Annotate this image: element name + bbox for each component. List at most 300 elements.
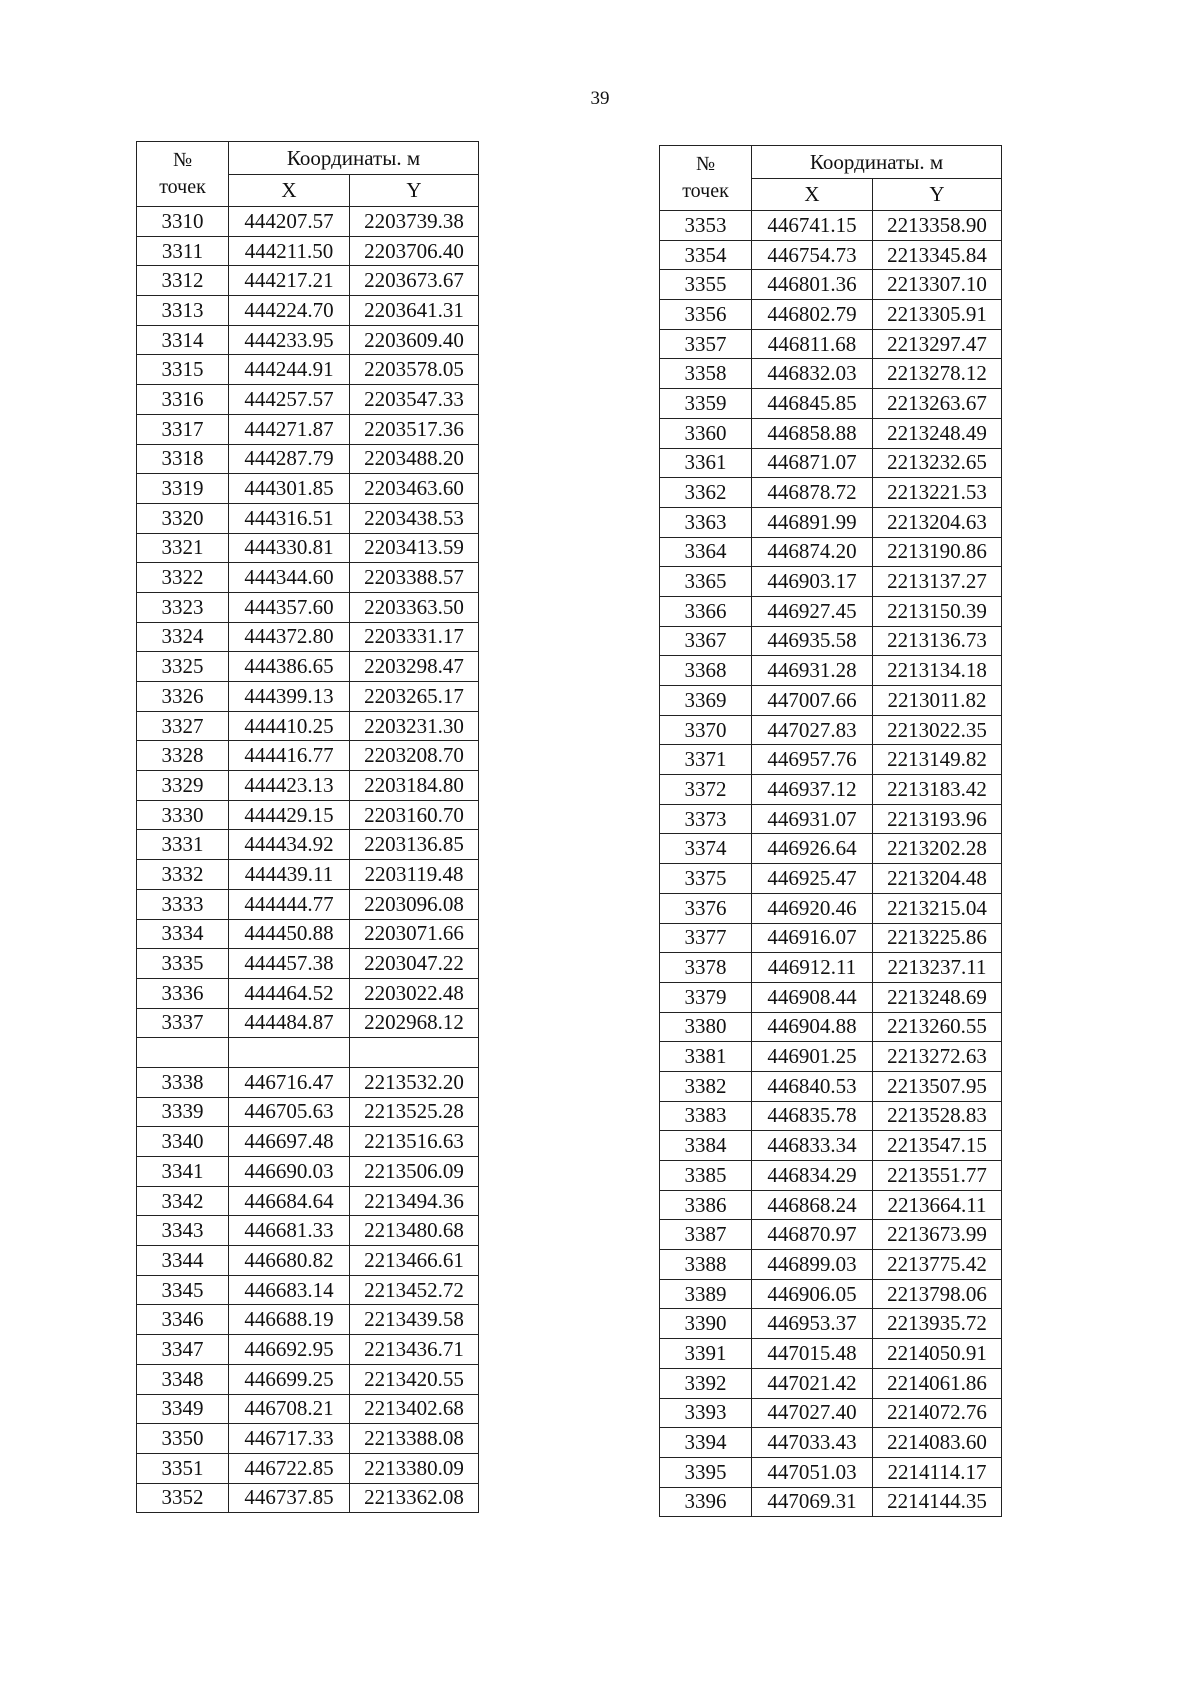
table-row [137,1216,479,1246]
table-row [137,860,479,890]
point-number-cell: 3369 [660,686,752,716]
table-row [137,771,479,801]
table-row [660,1487,1002,1517]
point-number-cell: 3379 [660,982,752,1012]
table-row [660,864,1002,894]
point-number-cell [137,1038,229,1068]
y-coordinate-cell: 2203047.22 [350,949,479,979]
point-number-cell: 3327 [137,711,229,741]
y-coordinate-cell: 2213149.82 [873,745,1002,775]
y-coordinate-cell: 2213436.71 [350,1335,479,1365]
table-row [660,418,1002,448]
x-coordinate-cell: 444423.13 [229,771,350,801]
table-row [137,1067,479,1097]
table-row [137,207,479,237]
y-coordinate-cell: 2213297.47 [873,329,1002,359]
x-coordinate-cell: 446845.85 [752,389,873,419]
y-coordinate-cell: 2213532.20 [350,1067,479,1097]
x-coordinate-cell: 446931.28 [752,656,873,686]
x-coordinate-cell: 446899.03 [752,1250,873,1280]
point-number-cell: 3358 [660,359,752,389]
y-coordinate-cell: 2203119.48 [350,860,479,890]
table-row [137,414,479,444]
x-coordinate-cell: 446957.76 [752,745,873,775]
y-coordinate-cell: 2213237.11 [873,953,1002,983]
table-row [660,626,1002,656]
point-number-cell: 3396 [660,1487,752,1517]
point-number-cell: 3316 [137,385,229,415]
x-coordinate-cell: 444410.25 [229,711,350,741]
table-row [660,1368,1002,1398]
y-coordinate-cell: 2213011.82 [873,686,1002,716]
table-row [137,830,479,860]
table-row [137,296,479,326]
table-row [660,953,1002,983]
table-row [137,1038,479,1068]
table-row [660,329,1002,359]
table-row [660,1042,1002,1072]
x-coordinate-cell: 444357.60 [229,592,350,622]
y-coordinate-cell: 2203265.17 [350,682,479,712]
table-row [660,1161,1002,1191]
table-row [137,889,479,919]
x-coordinate-cell: 444434.92 [229,830,350,860]
y-coordinate-cell: 2213022.35 [873,715,1002,745]
y-coordinate-cell: 2213507.95 [873,1071,1002,1101]
y-coordinate-cell: 2213183.42 [873,775,1002,805]
x-coordinate-cell: 447027.40 [752,1398,873,1428]
table-row [137,1157,479,1187]
x-coordinate-cell: 446927.45 [752,596,873,626]
x-coordinate-cell: 447069.31 [752,1487,873,1517]
x-coordinate-cell: 446716.47 [229,1067,350,1097]
point-number-cell: 3383 [660,1101,752,1131]
table-row [660,300,1002,330]
coordinates-header: Координаты. м [229,142,479,175]
y-coordinate-cell: 2203673.67 [350,266,479,296]
point-number-cell: 3364 [660,537,752,567]
point-number-cell: 3374 [660,834,752,864]
x-coordinate-cell: 444444.77 [229,889,350,919]
y-coordinate-cell: 2203438.53 [350,503,479,533]
x-coordinate-cell: 446722.85 [229,1453,350,1483]
table-row [137,266,479,296]
y-coordinate-cell: 2203578.05 [350,355,479,385]
x-coordinate-cell: 446801.36 [752,270,873,300]
table-row [137,563,479,593]
x-coordinate-cell: 446903.17 [752,567,873,597]
y-coordinate-cell: 2203706.40 [350,236,479,266]
x-coordinate-cell: 446708.21 [229,1394,350,1424]
y-coordinate-cell: 2213551.77 [873,1161,1002,1191]
y-coordinate-cell: 2213307.10 [873,270,1002,300]
point-number-cell: 3344 [137,1246,229,1276]
point-number-cell: 3368 [660,656,752,686]
x-coordinate-cell: 444484.87 [229,1008,350,1038]
table-row [660,923,1002,953]
y-coordinate-cell: 2203096.08 [350,889,479,919]
point-number-cell: 3335 [137,949,229,979]
y-coordinate-cell: 2203160.70 [350,800,479,830]
x-coordinate-cell: 444399.13 [229,682,350,712]
y-coordinate-cell: 2213528.83 [873,1101,1002,1131]
x-column-header: X [229,175,350,207]
table-row [660,596,1002,626]
x-coordinate-cell: 444429.15 [229,800,350,830]
coordinates-table-right [659,145,1002,1517]
y-coordinate-cell: 2213204.63 [873,507,1002,537]
point-number-cell: 3336 [137,978,229,1008]
y-coordinate-cell: 2213525.28 [350,1097,479,1127]
x-coordinate-cell: 444330.81 [229,533,350,563]
y-coordinate-cell: 2203413.59 [350,533,479,563]
y-coordinate-cell: 2213190.86 [873,537,1002,567]
point-number-cell: 3343 [137,1216,229,1246]
coordinates-header: Координаты. м [752,146,1002,179]
y-coordinate-cell: 2203231.30 [350,711,479,741]
table-row [137,711,479,741]
point-number-cell: 3373 [660,804,752,834]
y-coordinate-cell: 2213506.09 [350,1157,479,1187]
y-coordinate-cell: 2213305.91 [873,300,1002,330]
point-number-cell: 3372 [660,775,752,805]
point-number-cell: 3387 [660,1220,752,1250]
table-row [660,537,1002,567]
point-number-cell: 3312 [137,266,229,296]
x-coordinate-cell: 444207.57 [229,207,350,237]
x-coordinate-cell: 446904.88 [752,1012,873,1042]
table-row [660,745,1002,775]
point-number-label: точек [682,180,729,202]
x-coordinate-cell: 447007.66 [752,686,873,716]
y-coordinate-cell: 2213260.55 [873,1012,1002,1042]
y-coordinate-cell: 2213272.63 [873,1042,1002,1072]
point-number-cell: 3324 [137,622,229,652]
table-row [137,978,479,1008]
y-coordinate-cell: 2203022.48 [350,978,479,1008]
x-coordinate-cell: 446681.33 [229,1216,350,1246]
y-coordinate-cell: 2213380.09 [350,1453,479,1483]
table-row [660,804,1002,834]
x-coordinate-cell: 446833.34 [752,1131,873,1161]
table-row [137,1364,479,1394]
point-number-cell: 3378 [660,953,752,983]
table-row [137,355,479,385]
x-coordinate-cell: 444257.57 [229,385,350,415]
x-coordinate-cell: 444316.51 [229,503,350,533]
y-coordinate-cell: 2213466.61 [350,1246,479,1276]
x-coordinate-cell: 446870.97 [752,1220,873,1250]
point-number-cell: 3341 [137,1157,229,1187]
point-number-header [660,146,752,211]
x-coordinate-cell: 446834.29 [752,1161,873,1191]
table-row [137,1097,479,1127]
y-coordinate-cell: 2214061.86 [873,1368,1002,1398]
point-number-cell: 3360 [660,418,752,448]
table-row [660,834,1002,864]
point-number-cell: 3346 [137,1305,229,1335]
table-row [137,1008,479,1038]
point-number-cell: 3350 [137,1424,229,1454]
y-coordinate-cell: 2214072.76 [873,1398,1002,1428]
y-coordinate-cell: 2213137.27 [873,567,1002,597]
table-row [137,622,479,652]
point-number-cell: 3385 [660,1161,752,1191]
x-coordinate-cell: 446683.14 [229,1275,350,1305]
table-row [660,1131,1002,1161]
table-row [660,270,1002,300]
point-number-cell: 3381 [660,1042,752,1072]
x-coordinate-cell: 446937.12 [752,775,873,805]
table-row [660,775,1002,805]
x-coordinate-cell: 446835.78 [752,1101,873,1131]
x-coordinate-cell: 444386.65 [229,652,350,682]
x-coordinate-cell: 446935.58 [752,626,873,656]
table-row [137,1275,479,1305]
point-number-cell: 3333 [137,889,229,919]
table-row [660,893,1002,923]
y-coordinate-cell: 2213136.73 [873,626,1002,656]
y-coordinate-cell: 2203517.36 [350,414,479,444]
x-coordinate-cell: 446680.82 [229,1246,350,1276]
x-coordinate-cell [229,1038,350,1068]
x-coordinate-cell: 444372.80 [229,622,350,652]
point-number-cell: 3394 [660,1428,752,1458]
table-row [660,1398,1002,1428]
x-coordinate-cell: 444211.50 [229,236,350,266]
table-row [660,1309,1002,1339]
y-coordinate-cell: 2203547.33 [350,385,479,415]
x-coordinate-cell: 444244.91 [229,355,350,385]
x-coordinate-cell: 446717.33 [229,1424,350,1454]
point-number-cell: 3340 [137,1127,229,1157]
point-number-cell: 3332 [137,860,229,890]
x-coordinate-cell: 446705.63 [229,1097,350,1127]
y-coordinate-cell: 2203184.80 [350,771,479,801]
point-number-cell: 3311 [137,236,229,266]
table-row [137,503,479,533]
point-number-cell: 3352 [137,1483,229,1513]
point-number-cell: 3390 [660,1309,752,1339]
y-coordinate-cell: 2203136.85 [350,830,479,860]
y-coordinate-cell: 2213248.69 [873,982,1002,1012]
y-coordinate-cell: 2213798.06 [873,1279,1002,1309]
point-number-cell: 3323 [137,592,229,622]
point-number-cell: 3318 [137,444,229,474]
table-row [137,1483,479,1513]
y-coordinate-cell: 2213193.96 [873,804,1002,834]
point-number-cell: 3337 [137,1008,229,1038]
point-number-cell: 3321 [137,533,229,563]
point-number-cell: 3392 [660,1368,752,1398]
point-number-cell: 3314 [137,325,229,355]
point-number-cell: 3375 [660,864,752,894]
x-coordinate-cell: 444457.38 [229,949,350,979]
x-coordinate-cell: 446741.15 [752,211,873,241]
y-coordinate-cell: 2203739.38 [350,207,479,237]
point-number-cell: 3353 [660,211,752,241]
table-row [660,478,1002,508]
y-column-header: Y [350,175,479,207]
point-number-cell: 3351 [137,1453,229,1483]
point-number-cell: 3384 [660,1131,752,1161]
x-coordinate-cell: 446697.48 [229,1127,350,1157]
y-coordinate-cell: 2203388.57 [350,563,479,593]
y-coordinate-cell: 2213388.08 [350,1424,479,1454]
point-number-cell: 3370 [660,715,752,745]
point-number-cell: 3331 [137,830,229,860]
point-number-cell: 3345 [137,1275,229,1305]
x-coordinate-cell: 446858.88 [752,418,873,448]
table-row [660,1190,1002,1220]
table-row [137,652,479,682]
point-number-cell: 3356 [660,300,752,330]
y-coordinate-cell: 2203609.40 [350,325,479,355]
point-number-cell: 3365 [660,567,752,597]
table-row [137,1127,479,1157]
y-coordinate-cell: 2213345.84 [873,240,1002,270]
x-coordinate-cell: 444271.87 [229,414,350,444]
x-coordinate-cell: 446868.24 [752,1190,873,1220]
x-coordinate-cell: 446925.47 [752,864,873,894]
point-number-cell: 3330 [137,800,229,830]
table-row [137,800,479,830]
point-number-cell: 3348 [137,1364,229,1394]
point-number-cell: 3313 [137,296,229,326]
point-number-cell: 3319 [137,474,229,504]
x-coordinate-cell: 446953.37 [752,1309,873,1339]
x-coordinate-cell: 444287.79 [229,444,350,474]
point-number-cell: 3367 [660,626,752,656]
table-row [660,211,1002,241]
x-coordinate-cell: 446684.64 [229,1186,350,1216]
x-coordinate-cell: 444464.52 [229,978,350,1008]
table-row [660,448,1002,478]
x-coordinate-cell: 446871.07 [752,448,873,478]
point-number-cell: 3377 [660,923,752,953]
point-number-cell: 3363 [660,507,752,537]
x-coordinate-cell: 446931.07 [752,804,873,834]
table-row [660,567,1002,597]
point-number-cell: 3328 [137,741,229,771]
table-row [137,592,479,622]
table-row [137,919,479,949]
x-coordinate-cell: 446912.11 [752,953,873,983]
x-coordinate-cell: 444217.21 [229,266,350,296]
x-coordinate-cell: 446802.79 [752,300,873,330]
x-coordinate-cell: 446906.05 [752,1279,873,1309]
table-row [137,1453,479,1483]
point-number-cell: 3334 [137,919,229,949]
point-number-symbol: № [695,153,716,175]
table-row [137,444,479,474]
x-coordinate-cell: 446754.73 [752,240,873,270]
y-column-header: Y [873,179,1002,211]
point-number-cell: 3359 [660,389,752,419]
table-row [660,389,1002,419]
y-coordinate-cell: 2203363.50 [350,592,479,622]
point-number-cell: 3325 [137,652,229,682]
x-coordinate-cell: 447021.42 [752,1368,873,1398]
table-row [660,1250,1002,1280]
point-number-cell: 3349 [137,1394,229,1424]
x-coordinate-cell: 446878.72 [752,478,873,508]
x-coordinate-cell: 447033.43 [752,1428,873,1458]
y-coordinate-cell: 2213420.55 [350,1364,479,1394]
point-number-cell: 3320 [137,503,229,533]
x-coordinate-cell: 446688.19 [229,1305,350,1335]
y-coordinate-cell: 2213775.42 [873,1250,1002,1280]
y-coordinate-cell: 2214050.91 [873,1339,1002,1369]
point-number-cell: 3310 [137,207,229,237]
point-number-cell: 3386 [660,1190,752,1220]
point-number-cell: 3361 [660,448,752,478]
y-coordinate-cell: 2213402.68 [350,1394,479,1424]
point-number-cell: 3338 [137,1067,229,1097]
x-coordinate-cell: 444416.77 [229,741,350,771]
point-number-cell: 3347 [137,1335,229,1365]
point-number-cell: 3389 [660,1279,752,1309]
table-row [660,359,1002,389]
table-row [660,1279,1002,1309]
x-coordinate-cell: 446926.64 [752,834,873,864]
y-coordinate-cell: 2202968.12 [350,1008,479,1038]
x-coordinate-cell: 446811.68 [752,329,873,359]
table-body-left [137,207,479,1513]
x-coordinate-cell: 446891.99 [752,507,873,537]
point-number-cell: 3355 [660,270,752,300]
point-number-cell: 3342 [137,1186,229,1216]
coordinates-table-left [136,141,479,1513]
point-number-cell: 3391 [660,1339,752,1369]
point-number-cell: 3362 [660,478,752,508]
y-coordinate-cell: 2213673.99 [873,1220,1002,1250]
y-coordinate-cell: 2213358.90 [873,211,1002,241]
x-coordinate-cell: 446699.25 [229,1364,350,1394]
table-row [660,1071,1002,1101]
point-number-cell: 3371 [660,745,752,775]
table-row [137,1305,479,1335]
point-number-cell: 3317 [137,414,229,444]
x-column-header: X [752,179,873,211]
y-coordinate-cell: 2213278.12 [873,359,1002,389]
x-coordinate-cell: 446692.95 [229,1335,350,1365]
y-coordinate-cell: 2214114.17 [873,1457,1002,1487]
point-number-cell: 3326 [137,682,229,712]
x-coordinate-cell: 446908.44 [752,982,873,1012]
table-row [660,1101,1002,1131]
point-number-cell: 3388 [660,1250,752,1280]
table-row [660,1012,1002,1042]
x-coordinate-cell: 446737.85 [229,1483,350,1513]
table-row [137,741,479,771]
y-coordinate-cell [350,1038,479,1068]
table-row [660,686,1002,716]
y-coordinate-cell: 2213202.28 [873,834,1002,864]
x-coordinate-cell: 444344.60 [229,563,350,593]
table-row [137,949,479,979]
point-number-cell: 3382 [660,1071,752,1101]
point-number-symbol: № [172,149,193,171]
x-coordinate-cell: 446690.03 [229,1157,350,1187]
table-row [137,1186,479,1216]
y-coordinate-cell: 2213935.72 [873,1309,1002,1339]
table-row [137,1424,479,1454]
point-number-cell: 3322 [137,563,229,593]
y-coordinate-cell: 2213150.39 [873,596,1002,626]
x-coordinate-cell: 444233.95 [229,325,350,355]
table-row [137,325,479,355]
